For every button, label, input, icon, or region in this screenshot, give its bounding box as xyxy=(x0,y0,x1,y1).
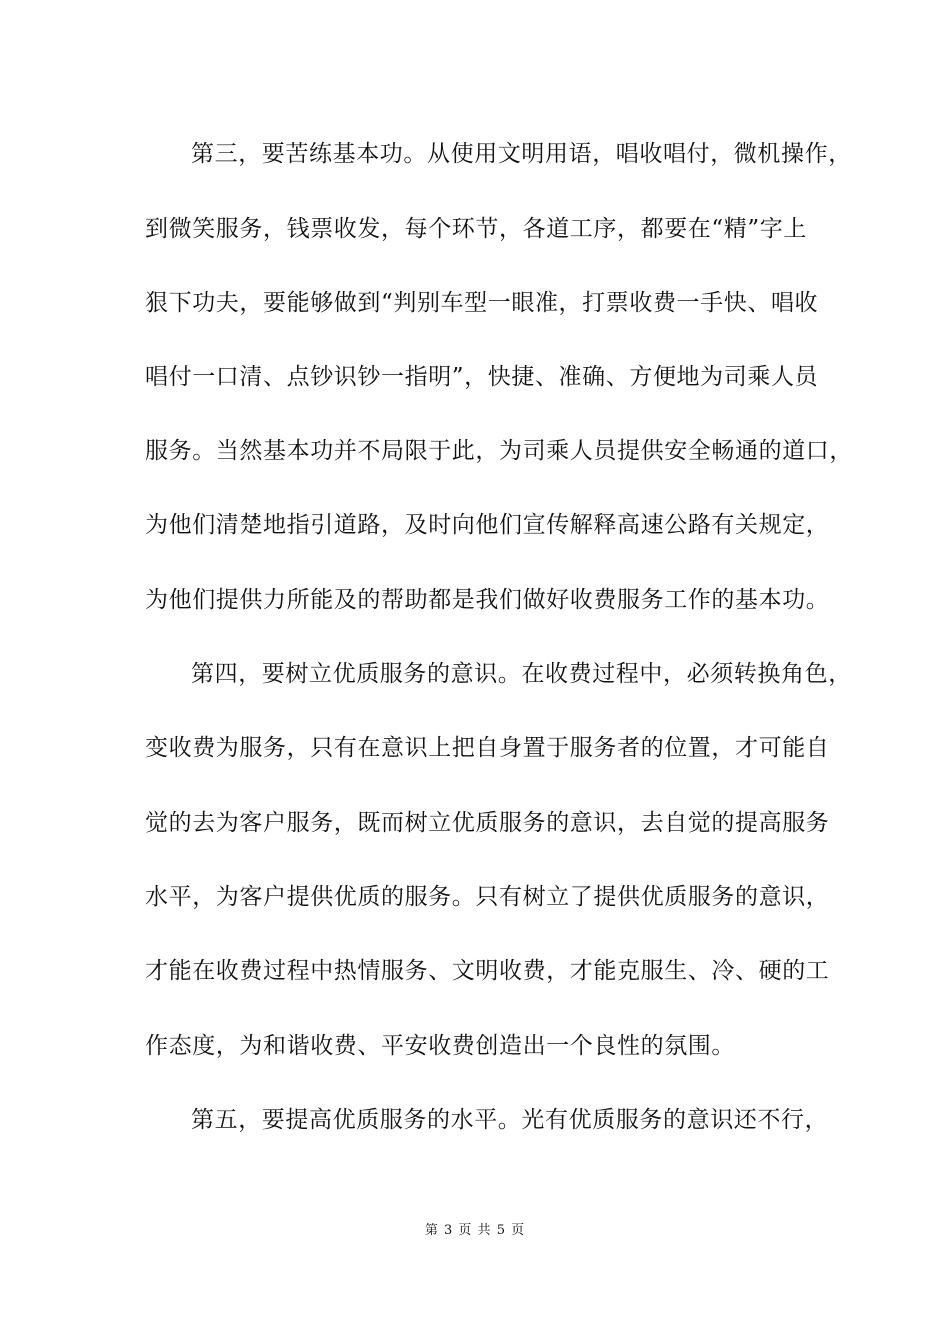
text-line: 水平，为客户提供优质的服务。只有树立了提供优质服务的意识， xyxy=(145,884,830,910)
text-line: 到微笑服务，钱票收发，每个环节，各道工序，都要在“精”字上 xyxy=(145,216,807,242)
page-number: 第 3 页 共 5 页 xyxy=(424,1223,526,1238)
text-line: 才能在收费过程中热情服务、文明收费，才能克服生、冷、硬的工 xyxy=(145,958,830,984)
text-line: 第三，要苦练基本功。从使用文明用语，唱收唱付，微机操作， xyxy=(191,141,852,167)
text-line: 为他们清楚地指引道路，及时向他们宣传解释高速公路有关规定， xyxy=(145,512,830,538)
text-line: 唱付一口清、点钞识钞一指明”，快捷、准确、方便地为司乘人员 xyxy=(145,364,819,390)
text-line: 第四，要树立优质服务的意识。在收费过程中，必须转换角色， xyxy=(191,661,852,687)
text-line: 狠下功夫，要能够做到“判别车型一眼准，打票收费一手快、唱收 xyxy=(145,290,819,316)
text-line: 为他们提供力所能及的帮助都是我们做好收费服务工作的基本功。 xyxy=(145,587,830,613)
text-line: 作态度，为和谐收费、平安收费创造出一个良性的氛围。 xyxy=(145,1033,735,1059)
text-line: 觉的去为客户服务，既而树立优质服务的意识，去自觉的提高服务 xyxy=(145,810,830,836)
text-line: 服务。当然基本功并不局限于此，为司乘人员提供安全畅通的道口， xyxy=(145,438,853,464)
text-line: 第五，要提高优质服务的水平。光有优质服务的意识还不行， xyxy=(191,1107,829,1133)
text-line: 变收费为服务，只有在意识上把自身置于服务者的位置，才可能自 xyxy=(145,735,830,761)
